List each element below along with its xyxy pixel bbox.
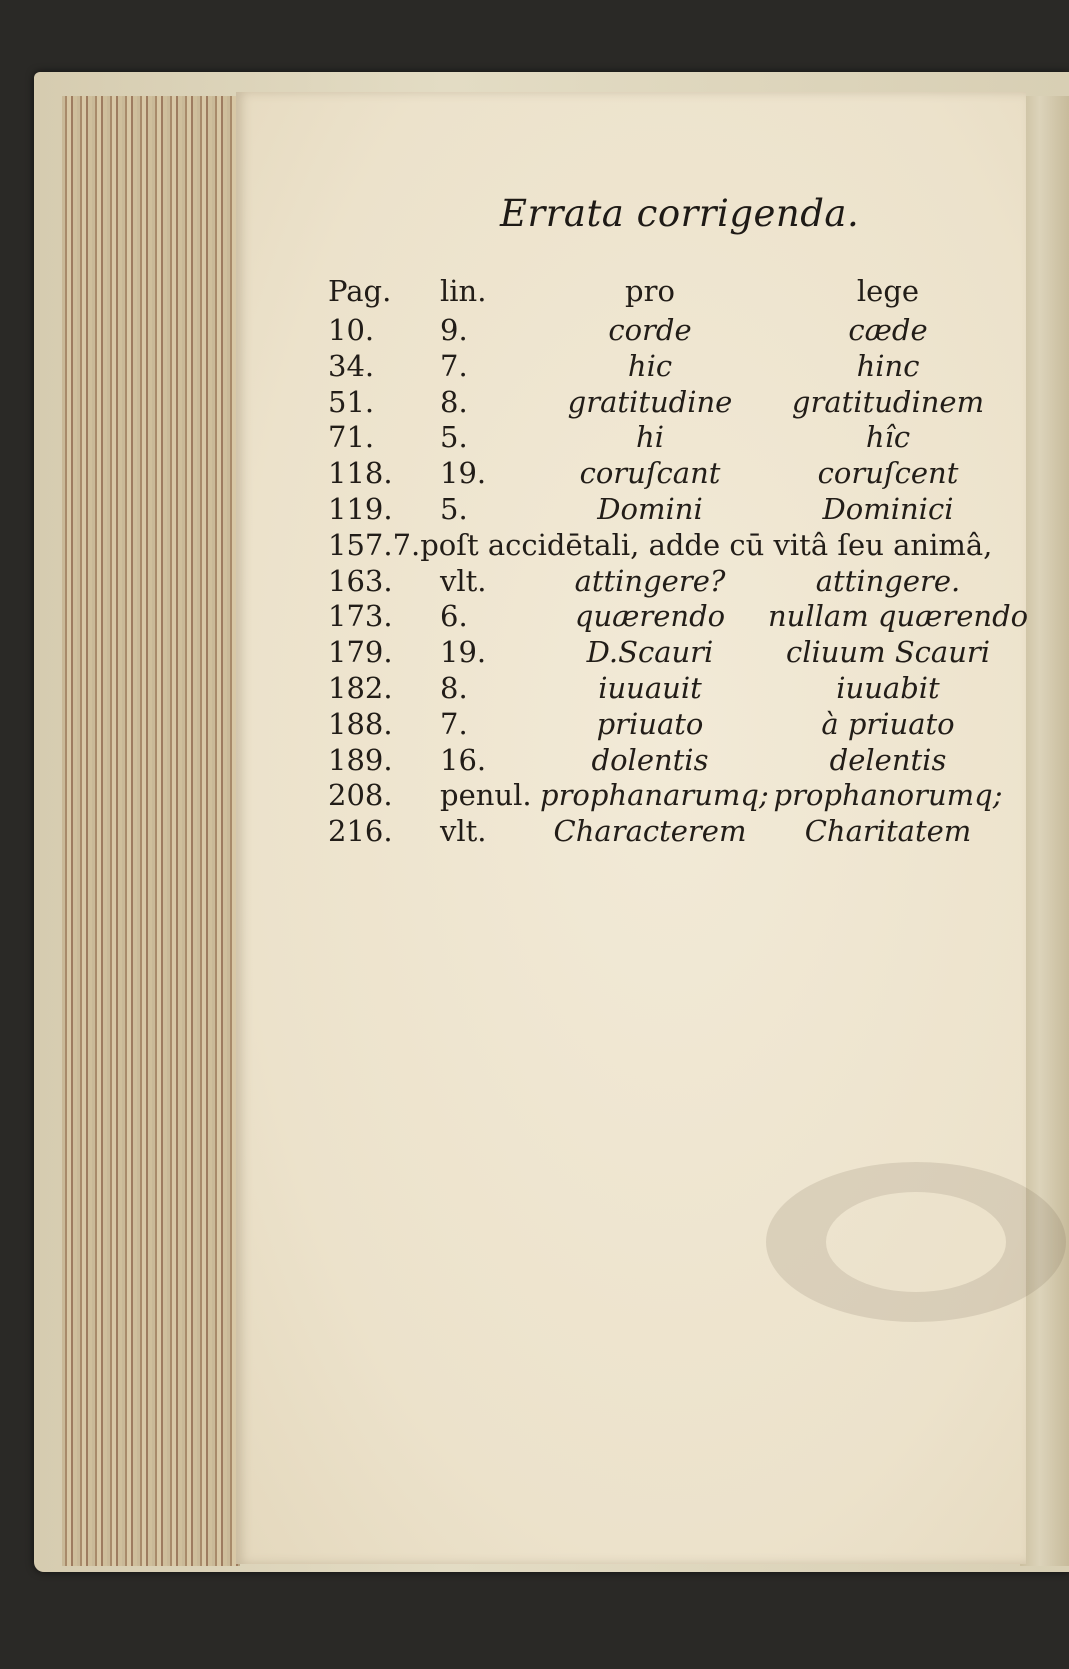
errata-correct-reading: à priuato (821, 707, 955, 741)
errata-line-number: 7. (440, 349, 468, 383)
errata-wrong-reading: coruſcant (579, 456, 721, 490)
errata-page-number: 51. (328, 385, 375, 419)
errata-line-number: 5. (440, 420, 468, 454)
header-lege: lege (856, 274, 920, 308)
errata-line-number: 8. (440, 385, 468, 419)
errata-correct-reading: gratitudinem (791, 385, 985, 419)
errata-correct-reading: coruſcent (817, 456, 959, 490)
errata-page-number: 182. (328, 671, 393, 705)
errata-line-number: vlt. (440, 814, 487, 848)
errata-line-number: 19. (440, 456, 487, 490)
errata-line-number: penul. (440, 778, 532, 812)
errata-correct-reading: nullam quærendo (768, 599, 1029, 633)
errata-correct-reading: Charitatem (804, 814, 972, 848)
errata-row (0, 634, 1069, 670)
errata-row (0, 384, 1069, 420)
errata-line-number: 16. (440, 743, 487, 777)
errata-page-number: 216. (328, 814, 393, 848)
errata-page-number: 208. (328, 778, 393, 812)
errata-row (0, 742, 1069, 778)
errata-row (0, 527, 1069, 563)
errata-wrong-reading: iuuauit (598, 671, 702, 705)
errata-wrong-reading: D.Scauri (586, 635, 714, 669)
errata-line-number: 9. (440, 313, 468, 347)
header-pag: Pag. (328, 274, 392, 308)
header-pro: pro (625, 274, 675, 308)
errata-correct-reading: attingere. (815, 564, 961, 598)
errata-wrong-reading: gratitudine (567, 385, 733, 419)
column-header-row (0, 273, 1069, 309)
errata-correct-reading: cæde (848, 313, 928, 347)
errata-line-number: 19. (440, 635, 487, 669)
errata-correct-reading: iuuabit (836, 671, 940, 705)
header-lin: lin. (440, 274, 487, 308)
errata-wrong-reading: hic (627, 349, 673, 383)
errata-row (0, 813, 1069, 849)
errata-row (0, 491, 1069, 527)
errata-row (0, 670, 1069, 706)
errata-correct-reading: hîc (865, 420, 911, 454)
errata-wrong-reading: quærendo (574, 599, 726, 633)
errata-row (0, 348, 1069, 384)
errata-page-number: 188. (328, 707, 393, 741)
errata-line-number: 5. (440, 492, 468, 526)
errata-correct-reading: prophanorumq; (773, 778, 1003, 812)
errata-line-number: 7. (440, 707, 468, 741)
errata-full-line: 157.7.poſt accidētali, adde cū vitâ ſeu animâ, (328, 528, 993, 562)
page-title: Errata corrigenda. (500, 192, 860, 235)
errata-wrong-reading: hi (636, 420, 664, 454)
errata-wrong-reading: attingere? (574, 564, 726, 598)
errata-page-number: 34. (328, 349, 375, 383)
errata-wrong-reading: prophanarumq; (540, 778, 769, 812)
errata-page-number: 119. (328, 492, 393, 526)
errata-row (0, 563, 1069, 599)
errata-correct-reading: Dominici (822, 492, 954, 526)
errata-wrong-reading: corde (608, 313, 692, 347)
errata-page-number: 10. (328, 313, 375, 347)
errata-row (0, 598, 1069, 634)
errata-line-number: 6. (440, 599, 468, 633)
errata-correct-reading: delentis (829, 743, 947, 777)
errata-line-number: 8. (440, 671, 468, 705)
errata-page-number: 179. (328, 635, 393, 669)
errata-page-number: 163. (328, 564, 393, 598)
errata-page-number: 173. (328, 599, 393, 633)
errata-correct-reading: cliuum Scauri (785, 635, 991, 669)
errata-wrong-reading: priuato (596, 707, 704, 741)
errata-page-number: 118. (328, 456, 393, 490)
errata-row (0, 455, 1069, 491)
errata-wrong-reading: Domini (597, 492, 703, 526)
bleed-through-ornament (756, 1152, 1069, 1332)
errata-wrong-reading: dolentis (591, 743, 709, 777)
errata-correct-reading: hinc (856, 349, 920, 383)
errata-row (0, 419, 1069, 455)
errata-page-number: 71. (328, 420, 375, 454)
errata-row (0, 777, 1069, 813)
errata-row (0, 312, 1069, 348)
errata-line-number: vlt. (440, 564, 487, 598)
errata-wrong-reading: Characterem (553, 814, 747, 848)
errata-row (0, 706, 1069, 742)
errata-page-number: 189. (328, 743, 393, 777)
